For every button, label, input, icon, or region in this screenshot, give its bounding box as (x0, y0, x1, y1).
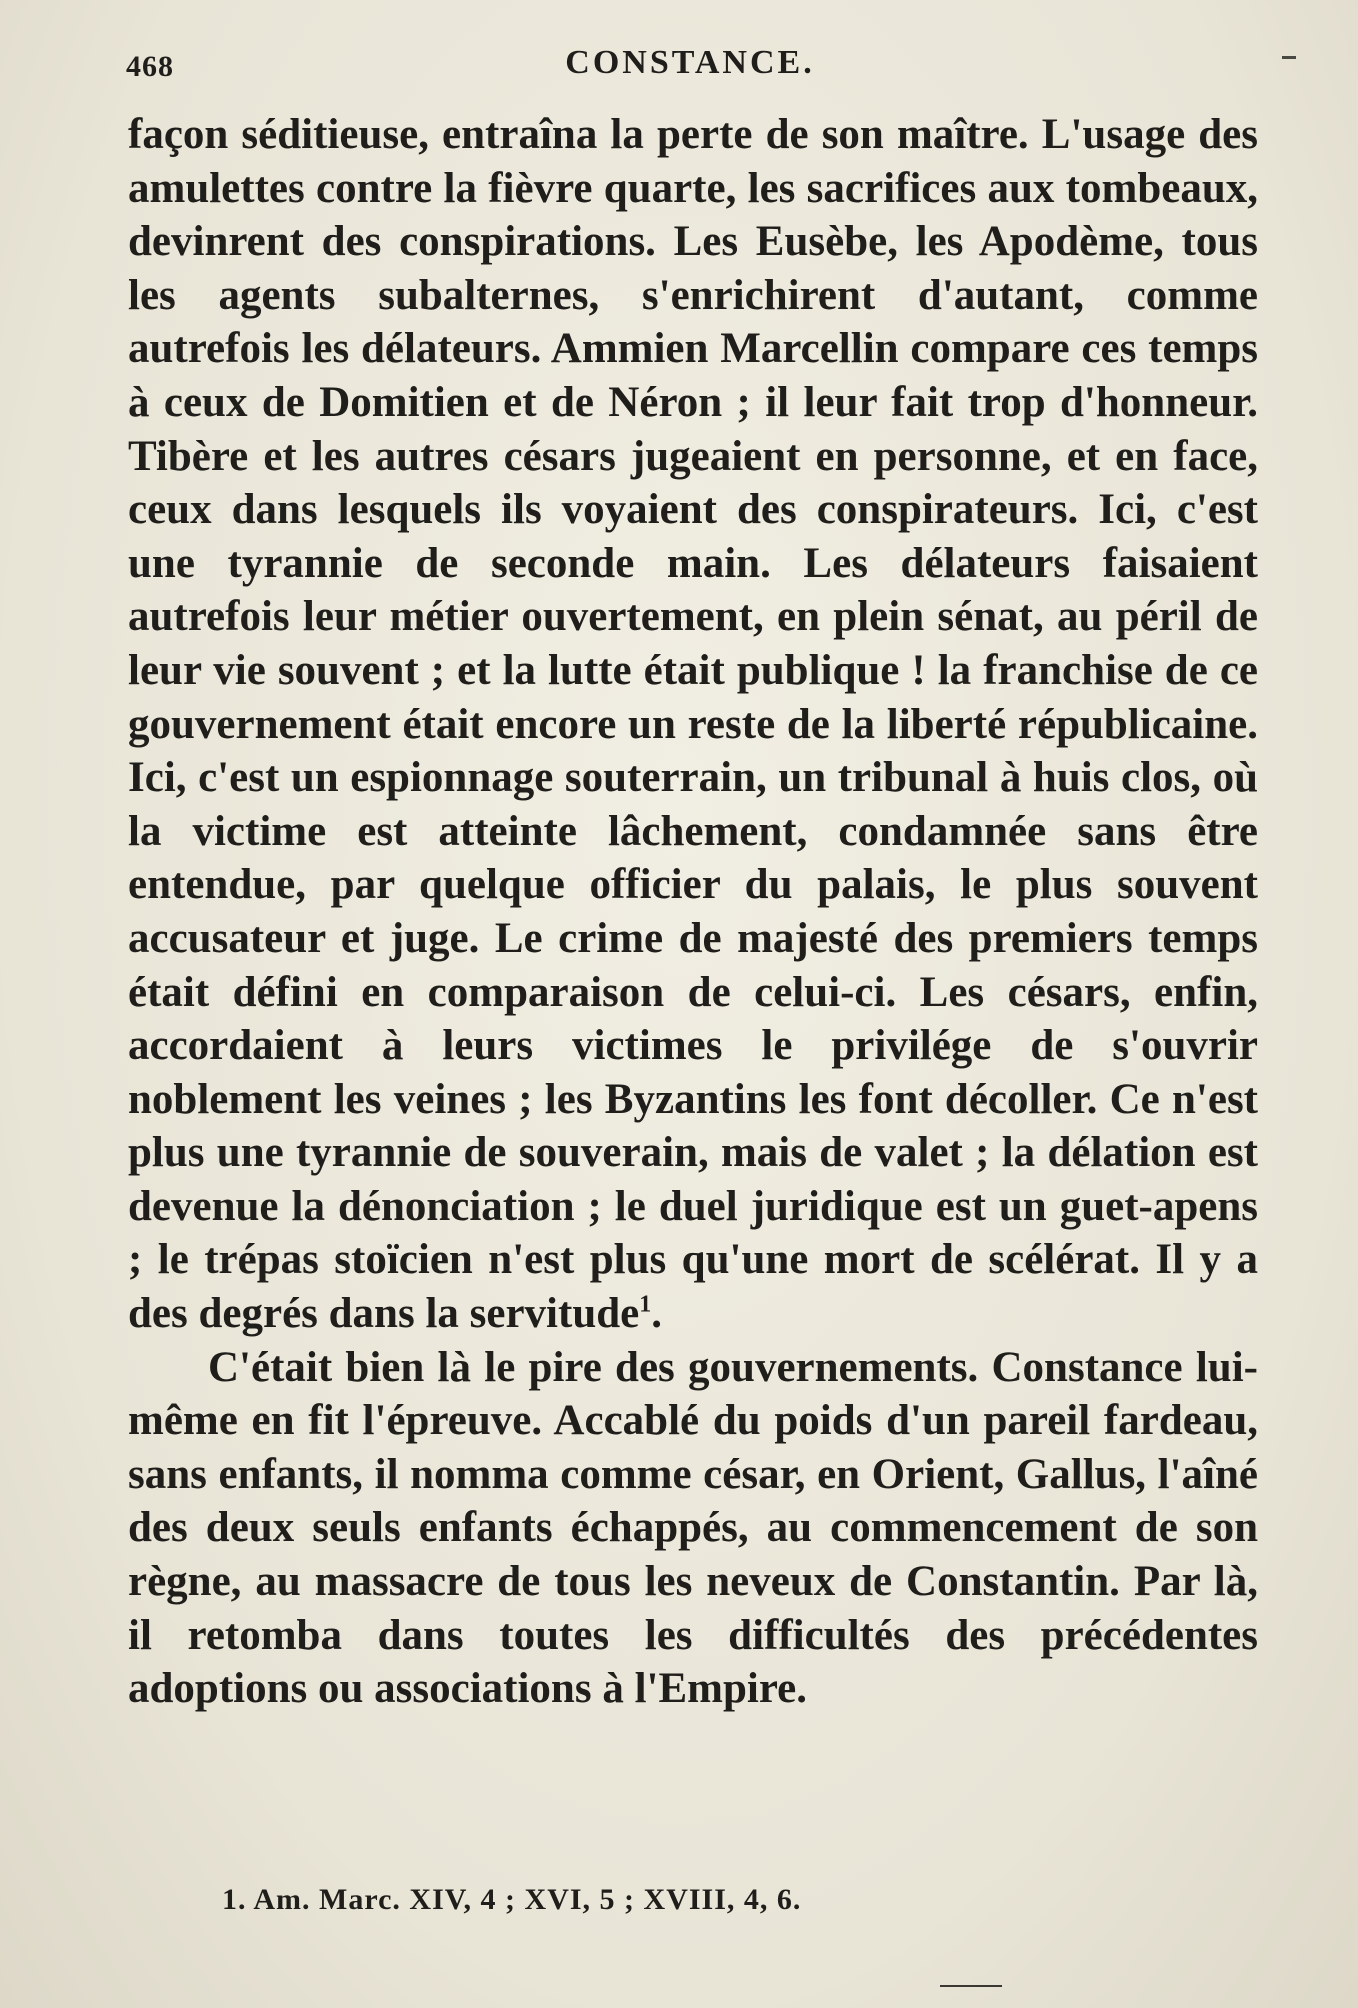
paragraph-1 (128, 108, 1258, 1341)
footnote-reference: 1 (639, 1291, 652, 1318)
footnote: 1. Am. Marc. XIV, 4 ; XVI, 5 ; XVIII, 4, 6. (222, 1883, 802, 1916)
paragraph-2 (128, 1341, 1258, 1716)
paragraph-1-end: . (651, 1290, 662, 1338)
paragraph-1-text: façon séditieuse, entraîna la perte de son maître. L'usage des amulettes contre la fièvre quarte, les sacrifices aux tombeaux, devinrent des conspirations. Les Eusèbe, les Apodème, tous les agents subalternes, s'enrichirent d'autant, comme autrefois les délateurs. Ammien Marcellin compare ces temps à ceux de Domitien et de Néron ; il leur fait trop d'honneur. Tibère et les autres césars jugeaient en personne, et en face, ceux dans lesquels ils voyaient des conspirateurs. Ici, c'est une tyrannie de seconde main. Les délateurs faisaient autrefois leur métier ouvertement, en plein sénat, au péril de leur vie souvent ; et la lutte était publique ! la franchise de ce gouvernement était encore un reste de la liberté républicaine. Ici, c'est un espionnage souterrain, un tribunal à huis clos, où la victime est atteinte lâchement, condamnée sans être entendue, par quelque officier du palais, le plus souvent accusateur et juge. Le crime de majesté des premiers temps était défini en comparaison de celui-ci. Les césars, enfin, accordaient à leurs victimes le privilége de s'ouvrir noblement les veines ; les Byzantins les font décoller. Ce n'est plus une tyrannie de souverain, mais de valet ; la délation est devenue la dénonciation ; le duel juridique est un guet-apens ; le trépas stoïcien n'est plus qu'une mort de scélérat. Il y a des degrés dans la servitude (128, 111, 1258, 1338)
margin-mark (1282, 56, 1296, 59)
running-title: CONSTANCE. (565, 44, 815, 81)
running-head (122, 40, 1258, 90)
bottom-rule (940, 1985, 1002, 1987)
page-number: 468 (126, 50, 174, 83)
paragraph-2-text: C'était bien là le pire des gouvernements. Constance lui-même en fit l'épreuve. Accablé du poids d'un pareil fardeau, sans enfants, il nomma comme césar, en Orient, Gallus, l'aîné des deux seuls enfants échappés, au commencement de son règne, au massacre de tous les neveux de Constantin. Par là, il retomba dans toutes les difficultés des précédentes adoptions ou associations à l'Empire. (128, 1343, 1258, 1713)
body-text (128, 108, 1258, 1716)
